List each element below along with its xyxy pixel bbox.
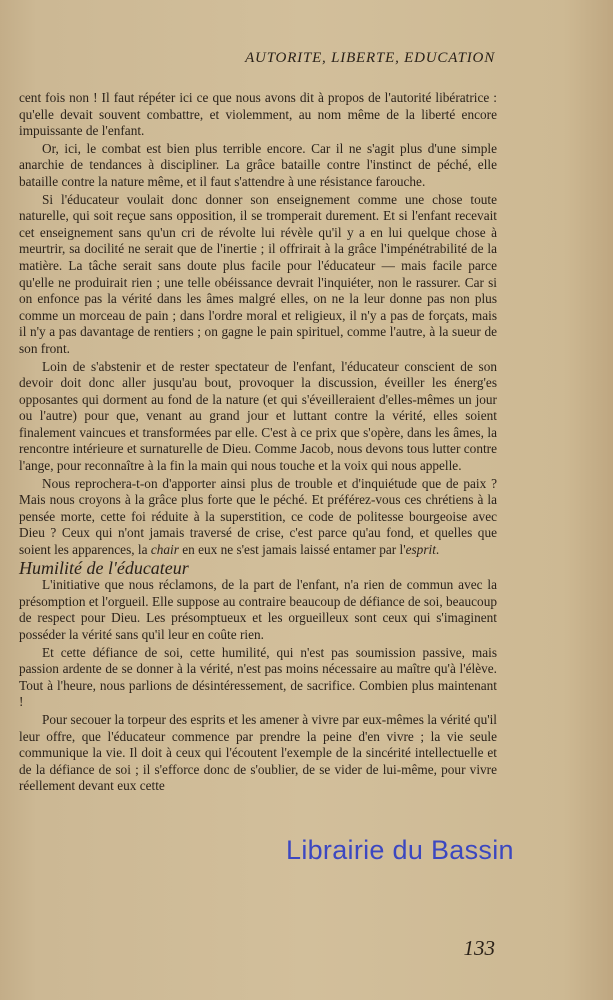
body-text <box>19 90 497 795</box>
watermark: Librairie du Bassin <box>286 835 514 865</box>
paragraph <box>19 476 497 559</box>
page-number: 133 <box>463 936 495 960</box>
paragraph: Et cette défiance de soi, cette humilité, qui n'est pas soumission passive, mais passion ardente de se donner à la vérité, n'est pas moins nécessaire au maître qu'à l'élève. Tout à l'heure, nous parlions de désintéressement, de sacrifice. Combien plus maintenant ! <box>19 644 497 710</box>
paragraph: Si l'éducateur voulait donc donner son enseignement comme une chose toute naturelle, qui soit reçue sans opposition, il se tromperait durement. Et si l'enfant recevait cet enseignement sans qu'un cri de révolte lui révèle qu'il y a en lui quelque chose à meurtrir, sa docilité ne serait que de l'inertie ; il offrirait à la grâce l'impénétrabilité de la matière. La tâche serait sans doute plus facile pour l'éducateur — mais facile parce qu'elle ne produirait rien ; une telle obéissance devrait l'inquiéter, non le rassurer. Car si on enfonce pas la vérité dans les âmes malgré elles, on ne la leur donne pas non plus comme un morceau de pain ; dans l'ordre moral et religieux, il n'y a pas de forçats, mais il n'y a pas davantage de rentiers ; on gagne le pain spirituel, comme l'autre, à la sueur de son front. <box>19 191 497 356</box>
text-run: . <box>435 542 440 558</box>
text-run: Nous reprochera-t-on d'apporter ainsi plus de trouble et d'inquiétude que de paix ? Mais nous croyons à la grâce plus forte que le péché. Et préférez-vous ces chrétiens à la pensée morte, cette foi réduite à la superstition, ce code de politesse bourgeoise avec Dieu ? Ceux qui n'ont jamais traversé de crise, c'est parce qu'au fond, et quelles que soient les apparences, la <box>19 475 497 558</box>
italic-word-esprit: esprit <box>405 542 436 558</box>
paragraph: Pour secouer la torpeur des esprits et les amener à vivre par eux-mêmes la vérité qu'il leur offre, que l'éducateur commence par prendre la peine d'en vivre ; la vie seule communique la vie. Il doit à ceux qui l'écoutent l'exemple de la sincérité intellectuelle et de la défiance de soi ; il s'efforce donc de s'oublier, de se vider de lui-même, pour vivre réellement devant eux cette <box>19 711 497 794</box>
paragraph: cent fois non ! Il faut répéter ici ce que nous avons dit à propos de l'autorité libératrice : qu'elle devait souvent combattre, et violemment, au nom même de la liberté encore impuissante de l'enfant. <box>19 90 497 139</box>
section-title: Humilité de l'éducateur <box>19 557 189 578</box>
paragraph: Loin de s'abstenir et de rester spectateur de l'enfant, l'éducateur conscient de son devoir doit donc aller jusqu'au bout, provoquer la discussion, éveiller les énerg'es opposantes qui dorment au fond de la nature (et qui s'éveilleraient d'elles-mêmes un jour ou l'autre) pour que, venant au grand jour et luttant contre la vérité, elles soient finalement vaincues et transformées par elle. C'est à ce prix que s'opère, dans les âmes, la rencontre intérieure et surnaturelle de Dieu. Comme Jacob, nous devons tous lutter contre l'ange, pour reconnaître à la fin la main qui nous touche et la voix qui nous appelle. <box>19 358 497 474</box>
italic-word-chair: chair <box>150 542 179 558</box>
paragraph: Or, ici, le combat est bien plus terrible encore. Car il ne s'agit plus d'une simple anarchie de tendances à discipliner. La grâce bataille contre l'instinct de péché, elle bataille contre la nature même, et il faut s'attendre à une résistance farouche. <box>19 140 497 189</box>
text-run: en eux ne s'est jamais laissé entamer par l' <box>178 542 406 558</box>
running-header: AUTORITE, LIBERTE, EDUCATION <box>245 50 495 66</box>
paragraph: L'initiative que nous réclamons, de la part de l'enfant, n'a rien de commun avec la présomption et l'orgueil. Elle suppose au contraire beaucoup de défiance de soi, beaucoup de respect pour Dieu. Les présomptueux et les orgueilleux sont ceux qui s'imaginent posséder la vérité sans qu'il leur en coûte rien. <box>19 577 497 642</box>
